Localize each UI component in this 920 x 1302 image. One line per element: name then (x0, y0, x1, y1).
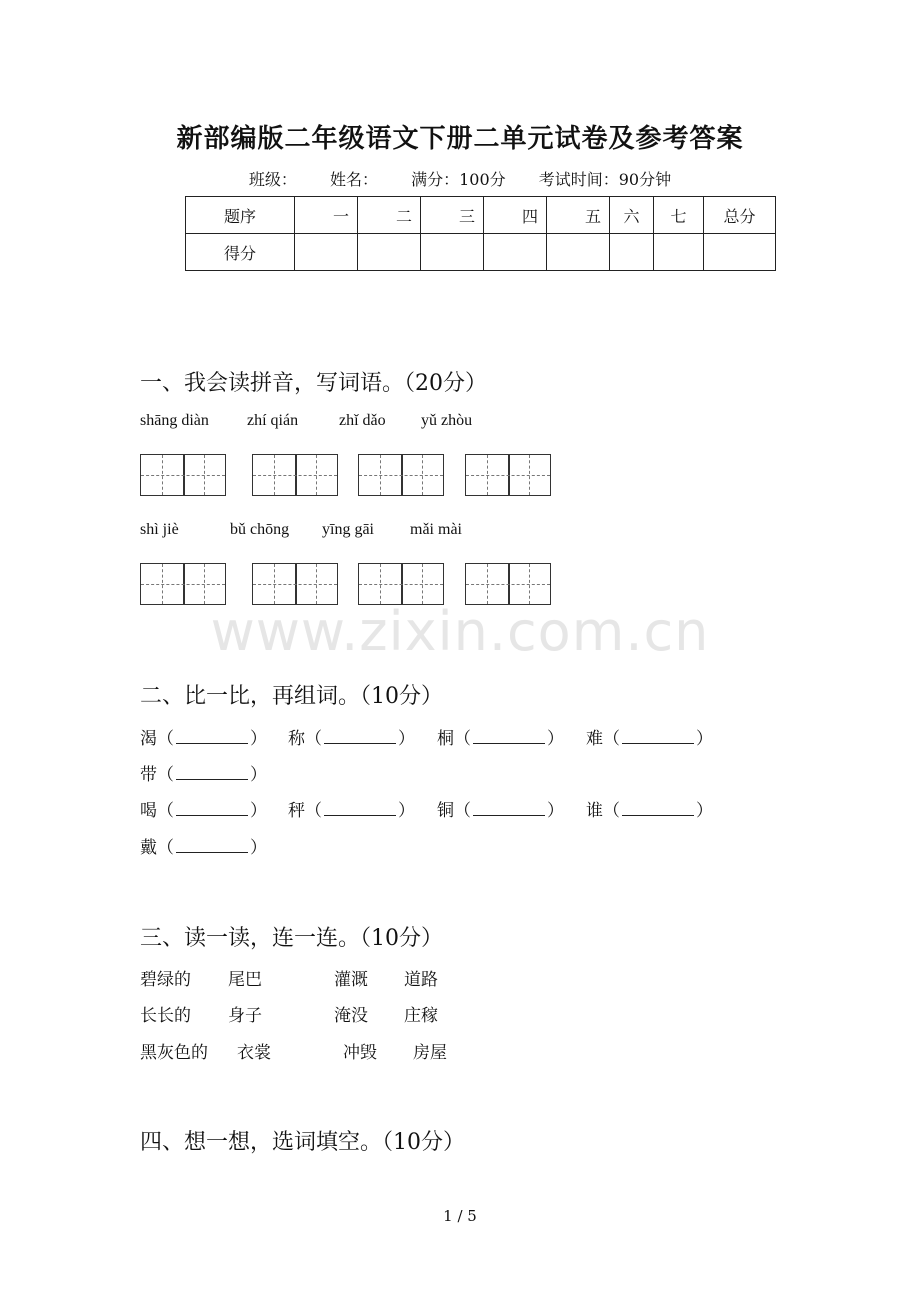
match-word[interactable]: 冲毁 (343, 1043, 377, 1063)
pinyin: shāng diàn (140, 412, 209, 429)
score-label: 得分 (186, 234, 295, 271)
match-word[interactable]: 道路 (404, 970, 438, 990)
pinyin: zhí qián (247, 412, 299, 429)
section-2-title: 二、比一比，再组词。（10分） (140, 684, 443, 709)
col-6: 六 (610, 197, 654, 234)
score-cell[interactable] (610, 234, 654, 271)
answer-blank[interactable] (176, 836, 248, 853)
word-item: 谁（ ） (586, 801, 713, 821)
col-7: 七 (654, 197, 704, 234)
writing-grid[interactable] (465, 563, 551, 605)
word-item: 桐（ ） (437, 729, 564, 749)
header-label: 题序 (186, 197, 295, 234)
score-table-header-row (186, 197, 776, 234)
section-4-title: 四、想一想，选词填空。（10分） (140, 1130, 465, 1155)
page-title: 新部编版二年级语文下册二单元试卷及参考答案 (176, 124, 744, 154)
answer-blank[interactable] (473, 799, 545, 816)
full-score: 满分：100分 (411, 170, 506, 189)
writing-grid[interactable] (252, 563, 338, 605)
col-5: 五 (547, 197, 610, 234)
answer-blank[interactable] (324, 799, 396, 816)
page-number: 1 / 5 (443, 1207, 477, 1225)
word-item: 渴（ ） (140, 729, 267, 749)
student-info (0, 167, 920, 190)
match-word[interactable]: 身子 (228, 1006, 262, 1026)
score-cell[interactable] (295, 234, 358, 271)
match-word[interactable]: 庄稼 (404, 1006, 438, 1026)
pinyin: yǔ zhòu (421, 412, 473, 429)
writing-grid[interactable] (140, 454, 226, 496)
writing-grid[interactable] (140, 563, 226, 605)
class-label: 班级： (248, 170, 297, 189)
section-3-title: 三、读一读，连一连。（10分） (140, 926, 443, 951)
answer-blank[interactable] (176, 727, 248, 744)
score-table-score-row (186, 234, 776, 271)
match-word[interactable]: 房屋 (413, 1043, 447, 1063)
pinyin: yīng gāi (322, 521, 374, 538)
score-cell[interactable] (484, 234, 547, 271)
word-item: 戴（ ） (140, 838, 267, 858)
score-cell[interactable] (421, 234, 484, 271)
answer-blank[interactable] (622, 727, 694, 744)
col-3: 三 (421, 197, 484, 234)
answer-blank[interactable] (324, 727, 396, 744)
answer-blank[interactable] (176, 799, 248, 816)
pinyin: shì jiè (140, 521, 179, 538)
col-4: 四 (484, 197, 547, 234)
word-item: 称（ ） (288, 729, 415, 749)
exam-time: 考试时间：90分钟 (538, 170, 672, 189)
pinyin: mǎi mài (410, 521, 462, 538)
col-total: 总分 (704, 197, 776, 234)
watermark: www.zixin.com.cn (210, 600, 710, 663)
score-table (185, 196, 776, 271)
writing-grid[interactable] (465, 454, 551, 496)
match-word[interactable]: 灌溉 (334, 970, 368, 990)
answer-blank[interactable] (622, 799, 694, 816)
score-cell[interactable] (654, 234, 704, 271)
answer-blank[interactable] (473, 727, 545, 744)
match-word[interactable]: 长长的 (140, 1006, 191, 1026)
writing-grid[interactable] (252, 454, 338, 496)
word-item: 难（ ） (586, 729, 713, 749)
name-label: 姓名： (329, 170, 378, 189)
col-1: 一 (295, 197, 358, 234)
answer-blank[interactable] (176, 763, 248, 780)
writing-grid[interactable] (358, 454, 444, 496)
col-2: 二 (358, 197, 421, 234)
writing-grid[interactable] (358, 563, 444, 605)
word-item: 铜（ ） (437, 801, 564, 821)
word-item: 带（ ） (140, 765, 267, 785)
section-1-title: 一、我会读拼音，写词语。（20分） (140, 371, 487, 396)
word-item: 秤（ ） (288, 801, 415, 821)
match-word[interactable]: 黑灰色的 (140, 1043, 208, 1063)
match-word[interactable]: 淹没 (334, 1006, 368, 1026)
pinyin: bǔ chōng (230, 521, 290, 538)
score-cell[interactable] (704, 234, 776, 271)
pinyin: zhǐ dǎo (339, 412, 386, 429)
match-word[interactable]: 尾巴 (228, 970, 262, 990)
score-cell[interactable] (547, 234, 610, 271)
score-cell[interactable] (358, 234, 421, 271)
match-word[interactable]: 衣裳 (237, 1043, 271, 1063)
word-item: 喝（ ） (140, 801, 267, 821)
match-word[interactable]: 碧绿的 (140, 970, 191, 990)
